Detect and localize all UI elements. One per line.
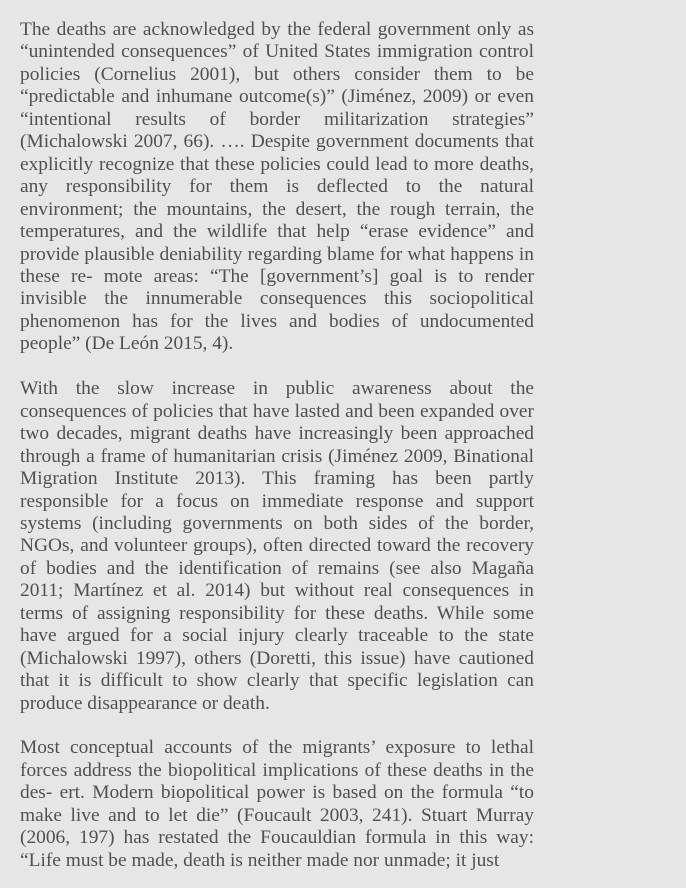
paragraph-3: Most conceptual accounts of the migrants’ exposure to lethal forces address the biopolitical implications of these deaths in the des- ert. Modern biopolitical power is based on the formula “to make live and to let die” (Foucault 2003, 241). Stuart Murray (2006, 197) has restated the Foucauldian formula in this way: “Life must be made, death is neither made nor unmade; it just (20, 737, 534, 871)
paragraph-2: With the slow increase in public awareness about the consequences of policies that have lasted and been expanded over two decades, migrant deaths have increasingly been approached through a frame of humanitarian crisis (Jiménez 2009, Binational Migration Institute 2013). This framing has been partly responsible for a focus on immediate response and support systems (including governments on both sides of the border, NGOs, and volunteer groups), often directed toward the recovery of bodies and the identification of remains (see also Magaña 2011; Martínez et al. 2014) but without real consequences in terms of assigning responsibility for these deaths. While some have argued for a social injury clearly traceable to the state (Michalowski 1997), others (Doretti, this issue) have cautioned that it is difficult to show clearly that specific legislation can produce disappearance or death. (20, 378, 534, 714)
paragraph-1: The deaths are acknowledged by the federal government only as “unintended consequences” of United States immigration control policies (Cornelius 2001), but others consider them to be “predictable and inhumane outcome(s)” (Jiménez, 2009) or even “intentional results of border militarization strategies” (Michalowski 2007, 66). …. Despite government documents that explicitly recognize that these policies could lead to more deaths, any responsibility for them is deflected to the natural environment; the mountains, the desert, the rough terrain, the temperatures, and the wildlife that help “erase evidence” and provide plausible deniability regarding blame for what happens in these re- mote areas: “The [government’s] goal is to render invisible the innumerable consequences this sociopolitical phenomenon has for the lives and bodies of undocumented people” (De León 2015, 4). (20, 19, 534, 355)
